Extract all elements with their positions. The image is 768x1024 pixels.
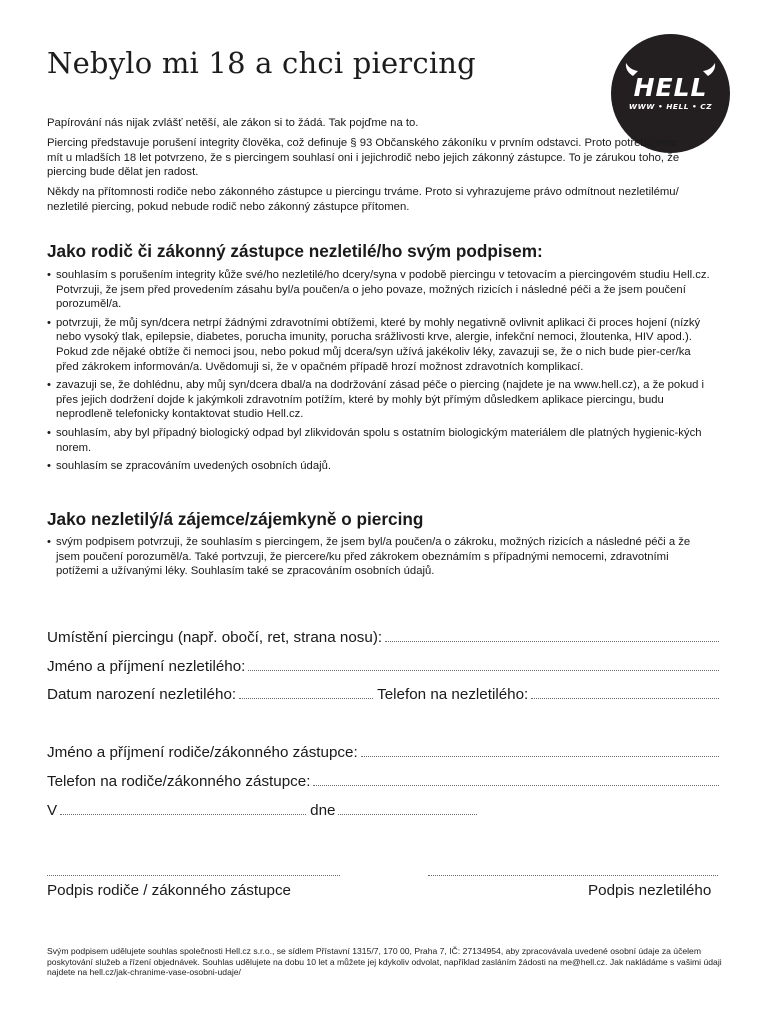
intro-text	[47, 116, 687, 215]
place-input-line[interactable]	[60, 813, 306, 815]
section-heading-parent: Jako rodič či zákonný zástupce nezletilé/ho svým podpisem:	[47, 241, 543, 261]
date-input-line[interactable]	[338, 813, 477, 815]
logo-brand: HELL	[633, 73, 708, 102]
section-heading-minor: Jako nezletilý/á zájemce/zájemkyně o piercing	[47, 509, 424, 529]
place-date-row	[47, 802, 477, 819]
field-label: Jméno a příjmení nezletilého:	[47, 658, 246, 675]
list-item: • potvrzuji, že můj syn/dcera netrpí žádnými zdravotními obtížemi, které by mohly negativně ovlivnit aplikaci či proces hojení (nízký nebo vysoký tlak, epilepsie, diabetes, porucha imunity, porucha srážlivosti krve, alergie, infekční nemoci, žloutenka, HIV apod.). Pokud zde nějaké obtíže či nemoci jsou, nebo pokud můj dcera/syn užívá jakékoliv léky, zavazuji se, že o nich bude pier-cer/ka před zákrokem informován/a. Uvědomuji si, že v opačném případě hrozí možnost zdravotních komplikací.	[47, 316, 712, 374]
parent-name-field[interactable]	[47, 744, 719, 761]
field-label: Telefon na rodiče/zákonného zástupce:	[47, 773, 311, 790]
page-title: Nebylo mi 18 a chci piercing	[47, 46, 476, 80]
field-label: dne	[310, 802, 336, 819]
list-item: • zavazuji se, že dohlédnu, aby můj syn/dcera dbal/a na dodržování zásad péče o piercing (najdete je na www.hell.cz), a že pokud i přes jejich dodržení dojde k jakýmkoli zdravotním potížím, které by mohly být přímým důsledkem aplikace piercingu, budu neprodleně telefonicky kontaktovat studio Hell.cz.	[47, 378, 712, 422]
minor-birth-input-line[interactable]	[239, 697, 373, 699]
minor-signature-line[interactable]	[428, 874, 718, 876]
parent-signature-line[interactable]	[47, 874, 340, 876]
minor-name-field[interactable]	[47, 658, 719, 675]
placement-field[interactable]	[47, 629, 719, 646]
field-label: Telefon na nezletilého:	[377, 686, 529, 703]
intro-paragraph: Piercing představuje porušení integrity člověka, což definuje § 93 Občanského zákoníku v prvním odstavci. Proto potřebujeme mít u mladších 18 let potvrzeno, že s piercingem souhlasí oni i jejichrodič nebo jejich zákonný zástupce. To je zárukou toho, že piercing bude dělat jen radost.	[47, 136, 680, 179]
parent-signature-label: Podpis rodiče / zákonného zástupce	[47, 882, 292, 899]
list-item: • souhlasím se zpracováním uvedených osobních údajů.	[47, 459, 712, 474]
gdpr-footer-text: Svým podpisem udělujete souhlas společnosti Hell.cz s.r.o., se sídlem Přístavní 1315/7, 170 00, Praha 7, IČ: 27134954, aby zpracovávala uvedené osobní údaje za účelem poskytování služeb a řízení objednávek. Souhlas udělujete na dobu 10 let a můžete jej kdykoliv odvolat, například zasláním žádosti na me@hell.cz. Jak nakládáme s vašimi údaji najdete na hell.cz/jak-chranime-vase-osobni-udaje/	[47, 946, 722, 978]
minor-birth-phone-row	[47, 686, 719, 703]
field-label: Jméno a příjmení rodiče/zákonného zástupce:	[47, 744, 358, 761]
field-label: Umístění piercingu (např. obočí, ret, strana nosu):	[47, 629, 383, 646]
minor-signature-label: Podpis nezletilého	[588, 882, 712, 899]
intro-paragraph: Někdy na přítomnosti rodiče nebo zákonného zástupce u piercingu trváme. Proto si vyhrazujeme právo odmítnout nezletilému/ nezletilé piercing, pokud nebude rodič nebo zákonný zástupce přítomen.	[47, 186, 679, 213]
intro-paragraph: Papírování nás nijak zvlášť netěší, ale zákon si to žádá. Tak pojďme na to.	[47, 117, 419, 129]
field-label: V	[47, 802, 58, 819]
parent-phone-field[interactable]	[47, 773, 719, 790]
parent-name-input-line[interactable]	[361, 755, 719, 757]
parent-consent-list	[47, 268, 712, 478]
minor-phone-input-line[interactable]	[531, 697, 719, 699]
list-item: • souhlasím s porušením integrity kůže své/ho nezletilé/ho dcery/syna v podobě piercingu v tetovacím a piercingovém studiu Hell.cz. Potvrzuji, že jsem před provedením zásahu byl/a poučen/a o jeho povaze, možných rizicích i následné péči a že jsem poučení porozuměl/a.	[47, 268, 712, 312]
minor-consent-list	[47, 535, 712, 583]
placement-input-line[interactable]	[385, 640, 719, 642]
parent-phone-input-line[interactable]	[313, 784, 719, 786]
minor-name-input-line[interactable]	[248, 669, 719, 671]
logo-url: WWW • HELL • CZ	[628, 102, 713, 111]
list-item: • svým podpisem potvrzuji, že souhlasím s piercingem, že jsem byl/a poučen/a o zákroku, možných rizicích a následné péči a že jsem poučení porozuměl/a. Také portvzuji, že piercere/ku před zákrokem obeznámím s případnými nemocemi, zdravotními potížemi a užívanými léky. Souhlasím také se zpracováním osobních údajů.	[47, 535, 712, 579]
list-item: • souhlasím, aby byl případný biologický odpad byl zlikvidován spolu s ostatním biologickým materiálem dle platných hygienic-kých norem.	[47, 426, 712, 455]
field-label: Datum narození nezletilého:	[47, 686, 237, 703]
